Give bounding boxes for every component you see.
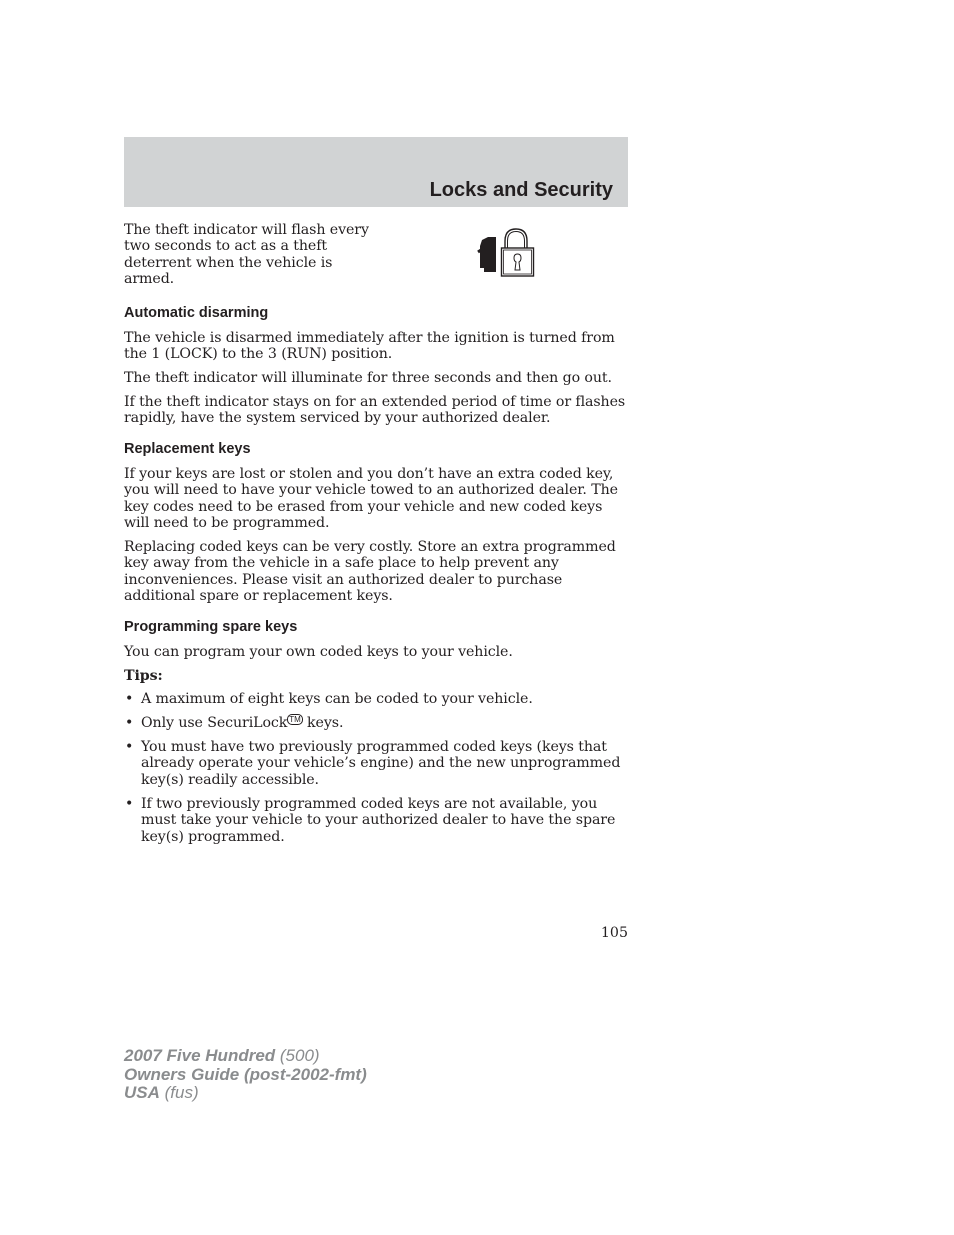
tip-text: A maximum of eight keys can be coded to your vehicle. [141,691,533,707]
paragraph: The theft indicator will illuminate for three seconds and then go out. [124,370,612,386]
tip-text: You must have two previously programmed coded keys (keys that already operate your vehicle’s engine) and the new unprogrammed key(s) readily accessible. [141,739,621,788]
theft-indicator-icon [476,226,536,280]
paragraph: Replacing coded keys can be very costly. Store an extra programmed key away from the vehicle in a safe place to help prevent any inconveniences. Please visit an authorized dealer to purchase additional spare or replacement keys. [124,539,616,605]
footer-market-code: (fus) [159,1083,199,1102]
footer-model-code: (500) [275,1046,320,1065]
document-footer [124,1047,367,1103]
list-item [124,715,628,731]
tip-text-suffix: keys. [302,715,344,731]
footer-market: USA [124,1083,160,1102]
footer-model: 2007 Five Hundred [124,1046,276,1065]
heading-programming-spare-keys: Programming spare keys [124,619,298,635]
section-header-band [124,137,628,207]
footer-line-1 [124,1047,367,1066]
intro-paragraph: The theft indicator will flash every two seconds to act as a theft deterrent when the vehicle is armed. [124,222,369,288]
heading-automatic-disarming: Automatic disarming [124,305,269,321]
paragraph: You can program your own coded keys to your vehicle. [124,644,513,660]
list-item [124,796,628,845]
footer-line-2: Owners Guide (post-2002-fmt) [124,1064,367,1084]
footer-line-3 [124,1084,367,1103]
tips-label: Tips: [124,668,163,684]
section-title: Locks and Security [429,179,613,201]
tip-text: If two previously programmed coded keys are not available, you must take your vehicle to your authorized dealer to have the spare key(s) programmed. [141,795,616,845]
paragraph: The vehicle is disarmed immediately after the ignition is turned from the 1 (LOCK) to the 3 (RUN) position. [124,330,615,363]
tips-list [124,691,628,853]
list-item [124,739,628,788]
heading-replacement-keys: Replacement keys [124,441,251,457]
paragraph: If your keys are lost or stolen and you don’t have an extra coded key, you will need to have your vehicle towed to an authorized dealer. The key codes need to be erased from your vehicle and new coded keys will need to be programmed. [124,466,618,532]
tip-text: Only use SecuriLock [141,715,288,731]
bullet: • [125,715,134,731]
bullet: • [125,691,134,707]
page-number: 105 [600,925,628,941]
paragraph: If the theft indicator stays on for an extended period of time or flashes rapidly, have the system serviced by your authorized dealer. [124,394,626,427]
trademark-mark: TM [289,715,301,724]
bullet: • [125,795,134,812]
list-item [124,691,628,707]
bullet: • [125,739,134,755]
